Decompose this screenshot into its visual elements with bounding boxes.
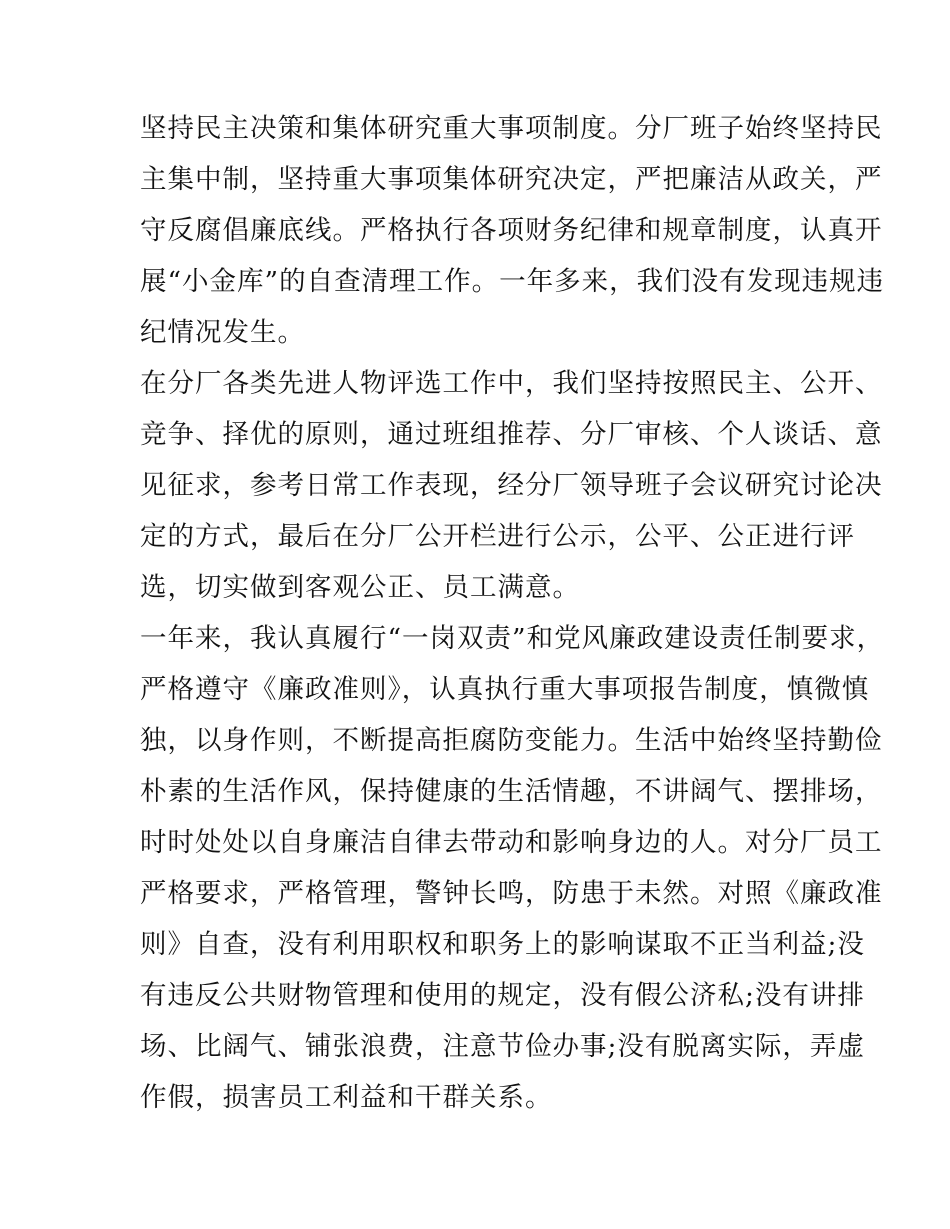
text-line: 时时处处以自身廉洁自律去带动和影响身边的人。对分厂员工 — [140, 827, 883, 858]
text-line: 独，以身作则，不断提高拒腐防变能力。生活中始终坚持勤俭 — [140, 725, 883, 756]
text-line: 作假，损害员工利益和干群关系。 — [140, 1082, 553, 1113]
text-line: 竞争、择优的原则，通过班组推荐、分厂审核、个人谈话、意 — [140, 419, 883, 450]
text-line: 展“小金库”的自查清理工作。一年多来，我们没有发现违规违 — [140, 266, 885, 297]
text-line: 严格要求，严格管理，警钟长鸣，防患于未然。对照《廉政准 — [140, 878, 883, 909]
text-line: 在分厂各类先进人物评选工作中，我们坚持按照民主、公开、 — [140, 368, 883, 399]
text-line: 纪情况发生。 — [140, 317, 305, 348]
paragraph-2 — [140, 358, 883, 613]
text-line: 选，切实做到客观公正、员工满意。 — [140, 572, 580, 603]
paragraph-1 — [140, 103, 885, 358]
text-line: 定的方式，最后在分厂公开栏进行公示，公平、公正进行评 — [140, 521, 855, 552]
text-line: 主集中制，坚持重大事项集体研究决定，严把廉洁从政关，严 — [140, 164, 883, 195]
document-page — [140, 103, 885, 1123]
text-line: 有违反公共财物管理和使用的规定，没有假公济私;没有讲排 — [140, 980, 865, 1011]
text-line: 严格遵守《廉政准则》，认真执行重大事项报告制度，慎微慎 — [140, 674, 870, 705]
paragraph-3 — [140, 613, 885, 1123]
text-line: 见征求，参考日常工作表现，经分厂领导班子会议研究讨论决 — [140, 470, 883, 501]
text-line: 则》自查，没有利用职权和职务上的影响谋取不正当利益;没 — [140, 929, 865, 960]
text-line: 场、比阔气、铺张浪费，注意节俭办事;没有脱离实际，弄虚 — [140, 1031, 865, 1062]
text-line: 朴素的生活作风，保持健康的生活情趣，不讲阔气、摆排场， — [140, 776, 883, 807]
text-line: 坚持民主决策和集体研究重大事项制度。分厂班子始终坚持民 — [140, 113, 883, 144]
text-line: 守反腐倡廉底线。严格执行各项财务纪律和规章制度，认真开 — [140, 215, 883, 246]
text-line: 一年来，我认真履行“一岗双责”和党风廉政建设责任制要求， — [140, 623, 885, 654]
